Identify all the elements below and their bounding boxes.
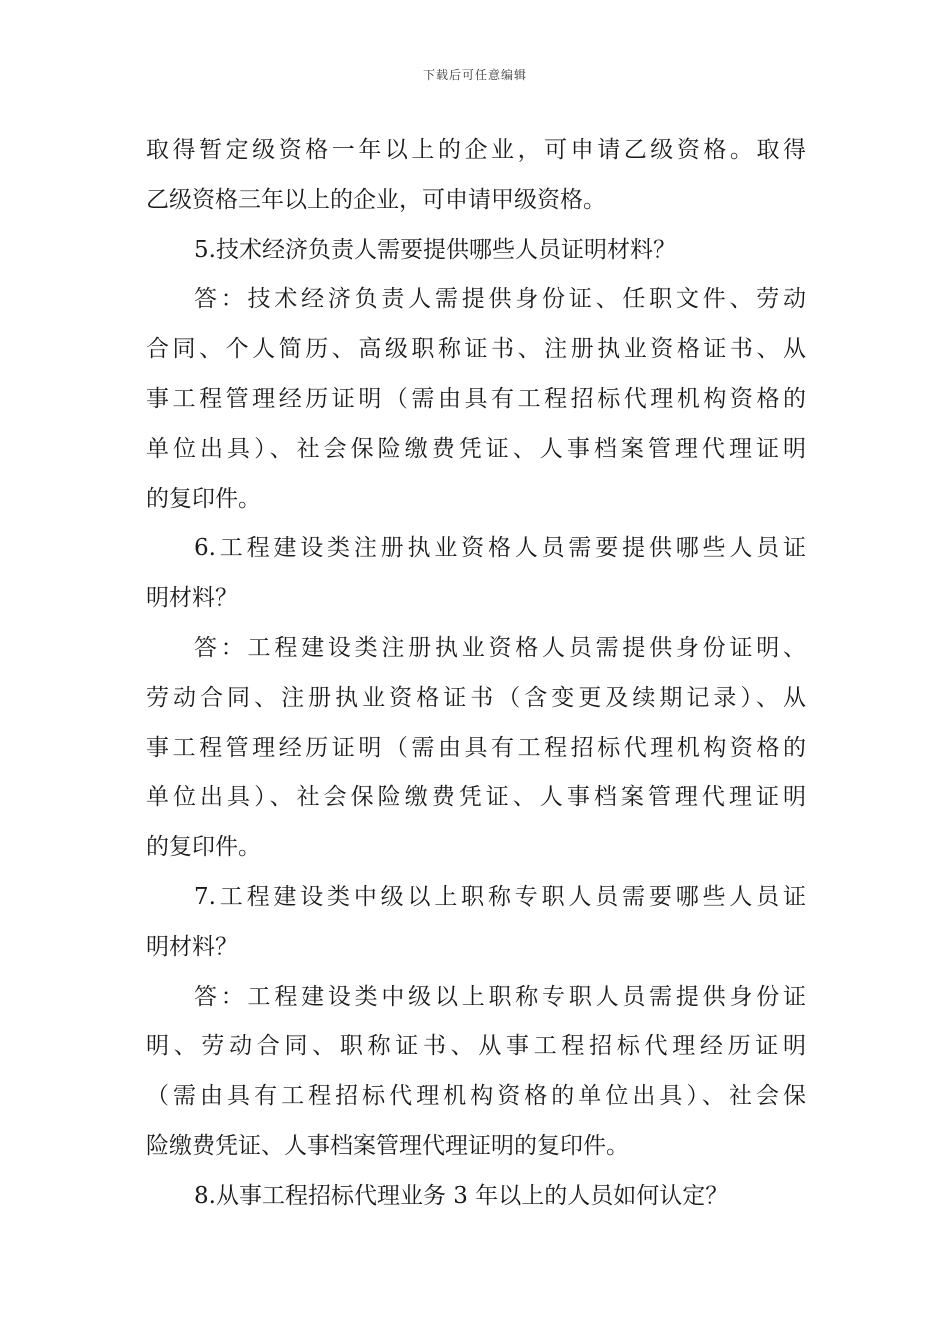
text-line: 明材料？ (146, 933, 238, 960)
text-line: 事工程管理经历证明（需由具有工程招标代理机构资格的 (146, 734, 806, 761)
text-line: 的复印件。 (146, 485, 261, 512)
text-line: 取得暂定级资格一年以上的企业，可申请乙级资格。取得 (146, 137, 806, 163)
text-line: 明、劳动合同、职称证书、从事工程招标代理经历证明 (146, 1033, 806, 1060)
text-line: 事工程管理经历证明（需由具有工程招标代理机构资格的 (146, 385, 806, 412)
text-line: 5.技术经济负责人需要提供哪些人员证明材料？ (194, 236, 676, 263)
text-line: （需由具有工程招标代理机构资格的单位出具）、社会保 (146, 1083, 806, 1110)
text-line: 答：工程建设类注册执业资格人员需提供身份证明、 (194, 634, 806, 661)
text-line: 险缴费凭证、人事档案管理代理证明的复印件。 (146, 1132, 629, 1159)
text-line: 劳动合同、注册执业资格证书（含变更及续期记录）、从 (146, 684, 806, 711)
text-line: 明材料？ (146, 585, 238, 612)
text-line: 8.从事工程招标代理业务 3 年以上的人员如何认定？ (194, 1182, 729, 1209)
text-line: 合同、个人简历、高级职称证书、注册执业资格证书、从 (146, 336, 806, 363)
document-body (146, 126, 806, 1222)
page-header-note: 下载后可任意编辑 (422, 68, 527, 82)
text-line: 单位出具）、社会保险缴费凭证、人事档案管理代理证明 (146, 784, 806, 811)
text-line: 答：技术经济负责人需提供身份证、任职文件、劳动 (194, 286, 806, 313)
text-line: 7.工程建设类中级以上职称专职人员需要哪些人员证 (194, 883, 806, 910)
text-line: 6.工程建设类注册执业资格人员需要提供哪些人员证 (194, 535, 806, 562)
text-line: 答：工程建设类中级以上职称专职人员需提供身份证 (194, 983, 806, 1010)
text-line: 的复印件。 (146, 834, 261, 861)
text-line: 乙级资格三年以上的企业，可申请甲级资格。 (146, 186, 606, 213)
text-line: 单位出具）、社会保险缴费凭证、人事档案管理代理证明 (146, 435, 806, 462)
